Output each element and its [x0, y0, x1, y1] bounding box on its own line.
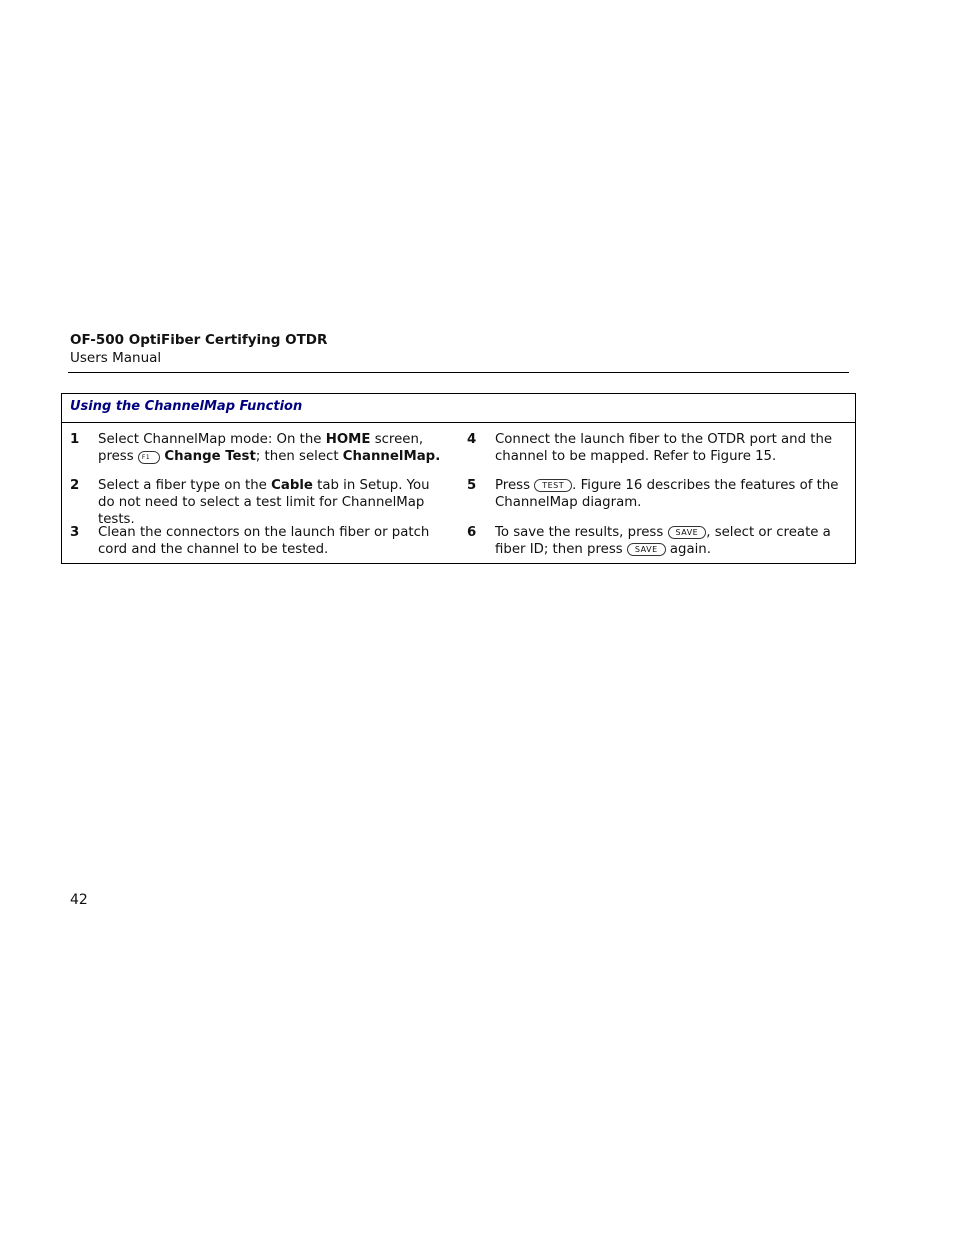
procedure-table [61, 393, 856, 564]
step-text: Clean the connectors on the launch fiber or patch cord and the channel to be tested. [98, 525, 430, 557]
procedure-title: Using the ChannelMap Function [62, 394, 855, 423]
running-header [70, 331, 327, 367]
change-test-label: Change Test [164, 449, 256, 464]
step-number: 1 [70, 432, 80, 447]
step-text: Select ChannelMap mode: On the HOME screen, press F1 Change Test; then select ChannelMap. [98, 432, 441, 464]
channelmap-label: ChannelMap. [342, 449, 441, 464]
step-number: 5 [467, 478, 477, 493]
step-text: Connect the launch fiber to the OTDR port and the channel to be mapped. Refer to Figure 15. [495, 432, 833, 464]
f1-key-icon: F1 [138, 451, 160, 464]
step-text: Press TEST . Figure 16 describes the features of the ChannelMap diagram. [495, 478, 839, 510]
home-screen-label: HOME [325, 432, 371, 447]
document-title: OF-500 OptiFiber Certifying OTDR [70, 332, 328, 348]
step-number: 3 [70, 525, 80, 540]
document-subtitle: Users Manual [70, 350, 162, 366]
page-number: 42 [70, 892, 88, 908]
step-number: 2 [70, 478, 80, 493]
test-key-icon: TEST [534, 479, 572, 492]
step-number: 6 [467, 525, 477, 540]
step-number: 4 [467, 432, 477, 447]
cable-tab-label: Cable [271, 478, 313, 493]
save-key-icon: SAVE [668, 526, 707, 539]
save-key-icon: SAVE [627, 543, 666, 556]
header-divider [68, 372, 849, 373]
step-text: Select a fiber type on the Cable tab in Setup. You do not need to select a test limit for ChannelMap tests. [98, 478, 430, 527]
step-text: To save the results, press SAVE , select or create a fiber ID; then press SAVE again. [495, 525, 831, 557]
